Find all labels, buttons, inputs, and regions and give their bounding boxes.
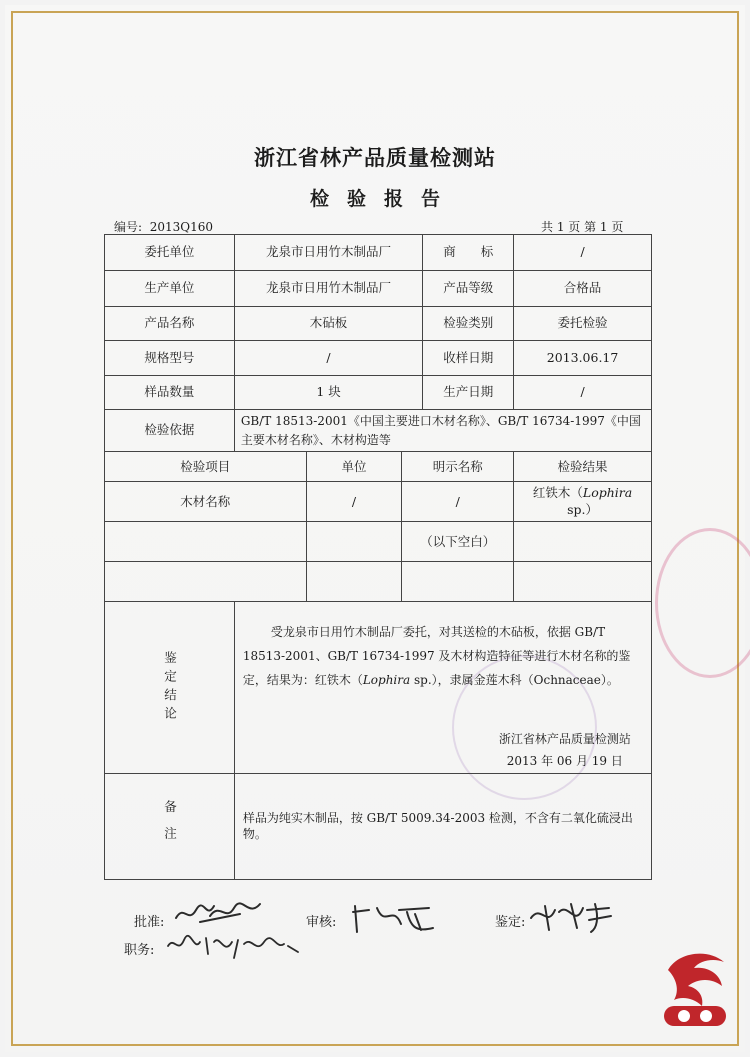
blank-note: （以下空白） [402,522,514,562]
conclusion-signature [499,728,631,772]
appraise-label: 鉴定: [495,915,526,930]
product-label: 产品名称 [105,307,235,341]
position-label: 职务: [124,943,155,958]
serial-number: 编号: 2013Q160 [114,220,213,234]
row-item: 木材名称 [105,482,307,522]
client-label: 委托单位 [105,235,235,271]
review-label: 审核: [306,915,337,930]
row-result: 红铁木（Lophira sp.） [514,482,652,522]
col-header-unit: 单位 [306,452,402,482]
report-org-title: 浙江省林产品质量检测站 [254,146,496,170]
basis-label: 检验依据 [105,410,235,452]
conclusion-text: 受龙泉市日用竹木制品厂委托，对其送检的木砧板，依据 GB/T 18513-2001、GB/T 16734-1997 及木材构造特征等进行木材名称的鉴定，结果为：红铁木（Lophira sp.），隶属金莲木科（Ochnaceae）。 [242,625,631,688]
client-value: 龙泉市日用竹木制品厂 [234,235,422,271]
conclusion-label: 鉴定结论 [162,650,178,725]
conclusion-org: 浙江省林产品质量检测站 [498,732,631,747]
report-subtitle: 检验报告 [309,188,458,210]
conclusion-date: 2013 年 06 月 19 日 [506,754,623,769]
appraiser-signature [525,898,615,934]
remarks-label: 备注 [162,800,178,854]
approve-label: 批准: [134,915,165,930]
report-table [104,234,652,880]
blank-row-item [105,522,307,562]
basis-value: GB/T 18513-2001《中国主要进口木材名称》、GB/T 16734-1997《中国主要木材名称》、木材构造等 [234,410,651,452]
approver-signature [170,896,270,930]
remarks-text: 样品为纯实木制品，按 GB/T 5009.34-2003 检测，不含有二氧化硫浸出物。 [234,774,651,880]
conclusion-label-cell [105,602,235,774]
product-value: 木砧板 [234,307,422,341]
reviewer-signature [345,898,440,938]
blank-row-unit [306,522,402,562]
maker-value: 龙泉市日用竹木制品厂 [234,271,422,307]
received-value: 2013.06.17 [514,341,652,376]
dragon-logo [658,948,732,1028]
qty-value: 1 块 [234,376,422,410]
qty-label: 样品数量 [105,376,235,410]
page-info: 共 1 页 第 1 页 [541,220,624,234]
received-label: 收样日期 [423,341,514,376]
trademark-value: / [514,235,652,271]
grade-label: 产品等级 [423,271,514,307]
conclusion-cell [234,602,651,774]
row-unit: / [306,482,402,522]
maker-label: 生产单位 [105,271,235,307]
spec-label: 规格型号 [105,341,235,376]
prod-date-value: / [514,376,652,410]
row-declared: / [402,482,514,522]
position-signature [164,928,304,962]
grade-value: 合格品 [514,271,652,307]
blank-row-result [514,522,652,562]
category-label: 检验类别 [423,307,514,341]
prod-date-label: 生产日期 [423,376,514,410]
spec-value: / [234,341,422,376]
remarks-label-cell [105,774,235,880]
category-value: 委托检验 [514,307,652,341]
trademark-label: 商 标 [423,235,514,271]
col-header-declared: 明示名称 [402,452,514,482]
col-header-result: 检验结果 [514,452,652,482]
col-header-item: 检验项目 [105,452,307,482]
